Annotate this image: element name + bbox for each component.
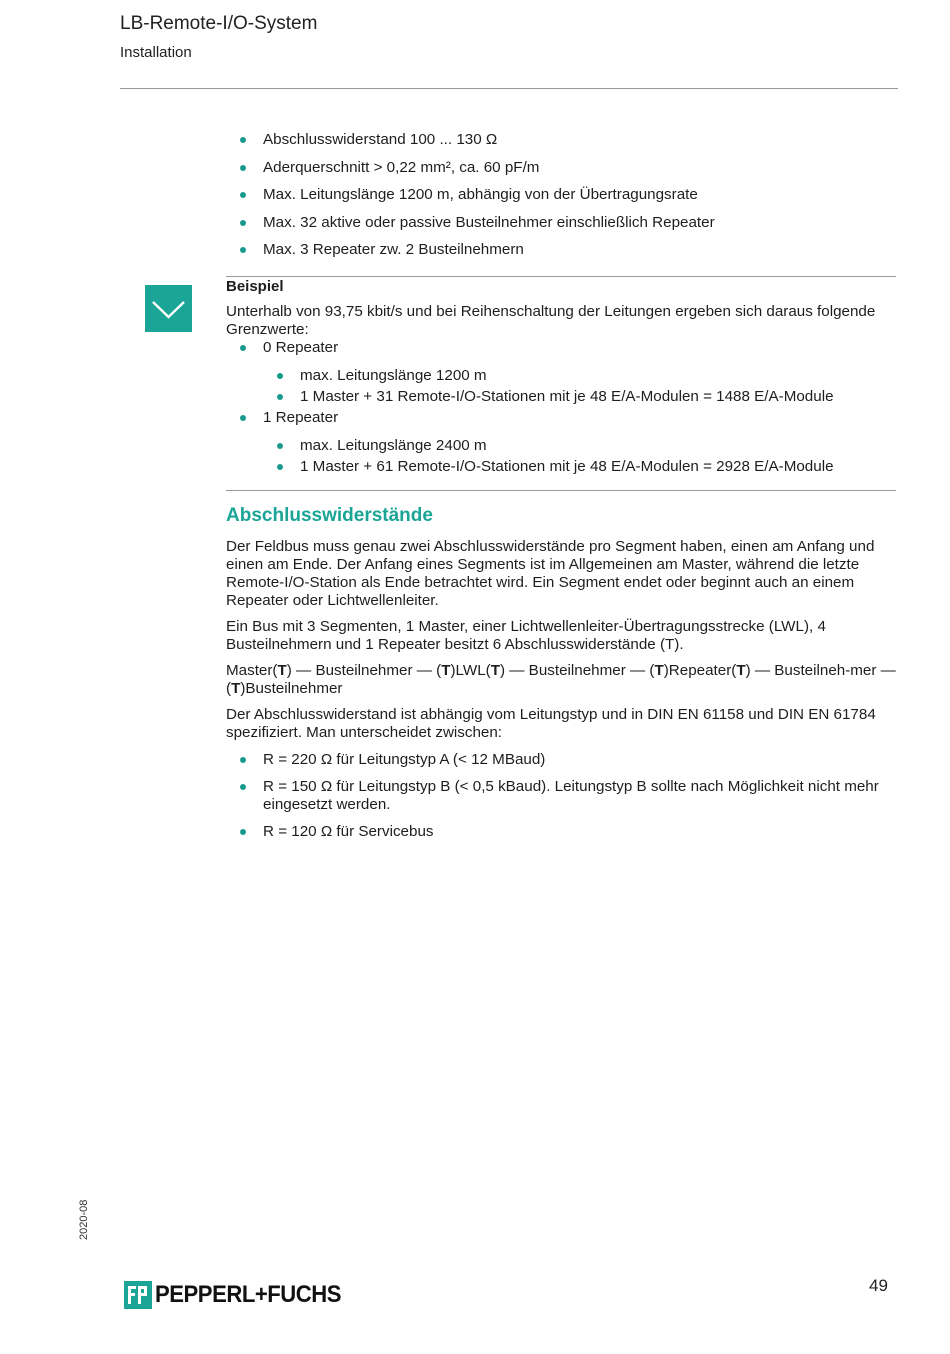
sub-list-item: 1 Master + 61 Remote-I/O-Stationen mit je 48 E/A-Modulen = 2928 E/A-Module — [226, 458, 896, 476]
list-item: Max. 3 Repeater zw. 2 Busteilnehmern — [226, 241, 896, 259]
chain-text: Master( — [226, 662, 278, 679]
chain-text: ) — Busteilneh-mer — ( — [226, 662, 896, 697]
paragraph: Ein Bus mit 3 Segmenten, 1 Master, einer Lichtwellenleiter-Übertragungsstrecke (LWL), 4 Busteilnehmern und 1 Repeater besitzt 6 Abschlusswiderstände (T). — [226, 618, 826, 653]
sub-list-item: max. Leitungslänge 1200 m — [226, 367, 896, 385]
logo-mark-icon — [124, 1281, 152, 1309]
page-number: 49 — [869, 1276, 888, 1295]
sub-list — [226, 367, 896, 406]
checkmark-icon — [145, 285, 192, 332]
requirements-list — [226, 131, 896, 269]
paragraph: Der Abschlusswiderstand ist abhängig vom Leitungstyp und in DIN EN 61158 und DIN EN 61784 spezifiziert. Man unterscheidet zwischen: — [226, 706, 876, 741]
list-item: Max. Leitungslänge 1200 m, abhängig von der Übertragungsrate — [226, 186, 896, 204]
terminator-mark: T — [490, 662, 500, 679]
example-list — [226, 339, 896, 476]
edition-date: 2020-08 — [78, 1199, 90, 1240]
paragraph: Der Feldbus muss genau zwei Abschlusswiderstände pro Segment haben, einen am Anfang und einen am Ende. Der Anfang eines Segments ist im Allgemeinen am Master, während die letzte Remote-I/O-Station als Ende betrachtet wird. Ein Segment endet oder beginnt auch an einem Repeater oder Lichtwellenleiter. — [226, 538, 875, 609]
document-title: LB-Remote-I/O-System — [120, 13, 318, 34]
list-item: R = 220 Ω für Leitungstyp A (< 12 MBaud) — [226, 751, 896, 769]
topology-chain — [226, 662, 896, 698]
sub-list-item: max. Leitungslänge 2400 m — [226, 437, 896, 455]
resistor-list — [226, 751, 896, 841]
example-box — [226, 277, 896, 479]
sub-list-item: 1 Master + 31 Remote-I/O-Stationen mit je 48 E/A-Modulen = 1488 E/A-Module — [226, 388, 896, 406]
list-item-label: 1 Repeater — [263, 409, 339, 426]
list-item: Max. 32 aktive oder passive Busteilnehmer einschließlich Repeater — [226, 214, 896, 232]
list-item: R = 150 Ω für Leitungstyp B (< 0,5 kBaud). Leitungstyp B sollte nach Möglichkeit nicht mehr eingesetzt werden. — [226, 778, 896, 814]
section-heading: Abschlusswiderstände — [226, 505, 433, 526]
sub-list — [226, 437, 896, 476]
company-logo — [124, 1280, 357, 1310]
chain-text: )Repeater( — [663, 662, 737, 679]
header-divider — [120, 88, 898, 89]
terminator-mark: T — [231, 680, 241, 697]
chain-text: )LWL( — [450, 662, 491, 679]
example-title: Beispiel — [226, 278, 284, 295]
example-text: Unterhalb von 93,75 kbit/s und bei Reihenschaltung der Leitungen ergeben sich daraus folgende Grenzwerte: — [226, 303, 876, 338]
chain-text: )Busteilnehmer — [240, 680, 343, 697]
terminator-mark: T — [736, 662, 746, 679]
chain-text: ) — Busteilnehmer — ( — [500, 662, 655, 679]
example-bottom-divider — [226, 490, 896, 491]
logo-wordmark: PEPPERL+FUCHS — [155, 1281, 342, 1308]
chain-text: ) — Busteilnehmer — ( — [286, 662, 442, 679]
list-item: Abschlusswiderstand 100 ... 130 Ω — [226, 131, 896, 149]
list-item — [226, 409, 896, 476]
section-body — [226, 538, 896, 850]
list-item: R = 120 Ω für Servicebus — [226, 823, 896, 841]
list-item: Aderquerschnitt > 0,22 mm², ca. 60 pF/m — [226, 159, 896, 177]
list-item — [226, 339, 896, 406]
terminator-mark: T — [441, 662, 451, 679]
list-item-label: 0 Repeater — [263, 339, 339, 356]
terminator-mark: T — [277, 662, 287, 679]
terminator-mark: T — [654, 662, 664, 679]
chapter-title: Installation — [120, 44, 192, 61]
